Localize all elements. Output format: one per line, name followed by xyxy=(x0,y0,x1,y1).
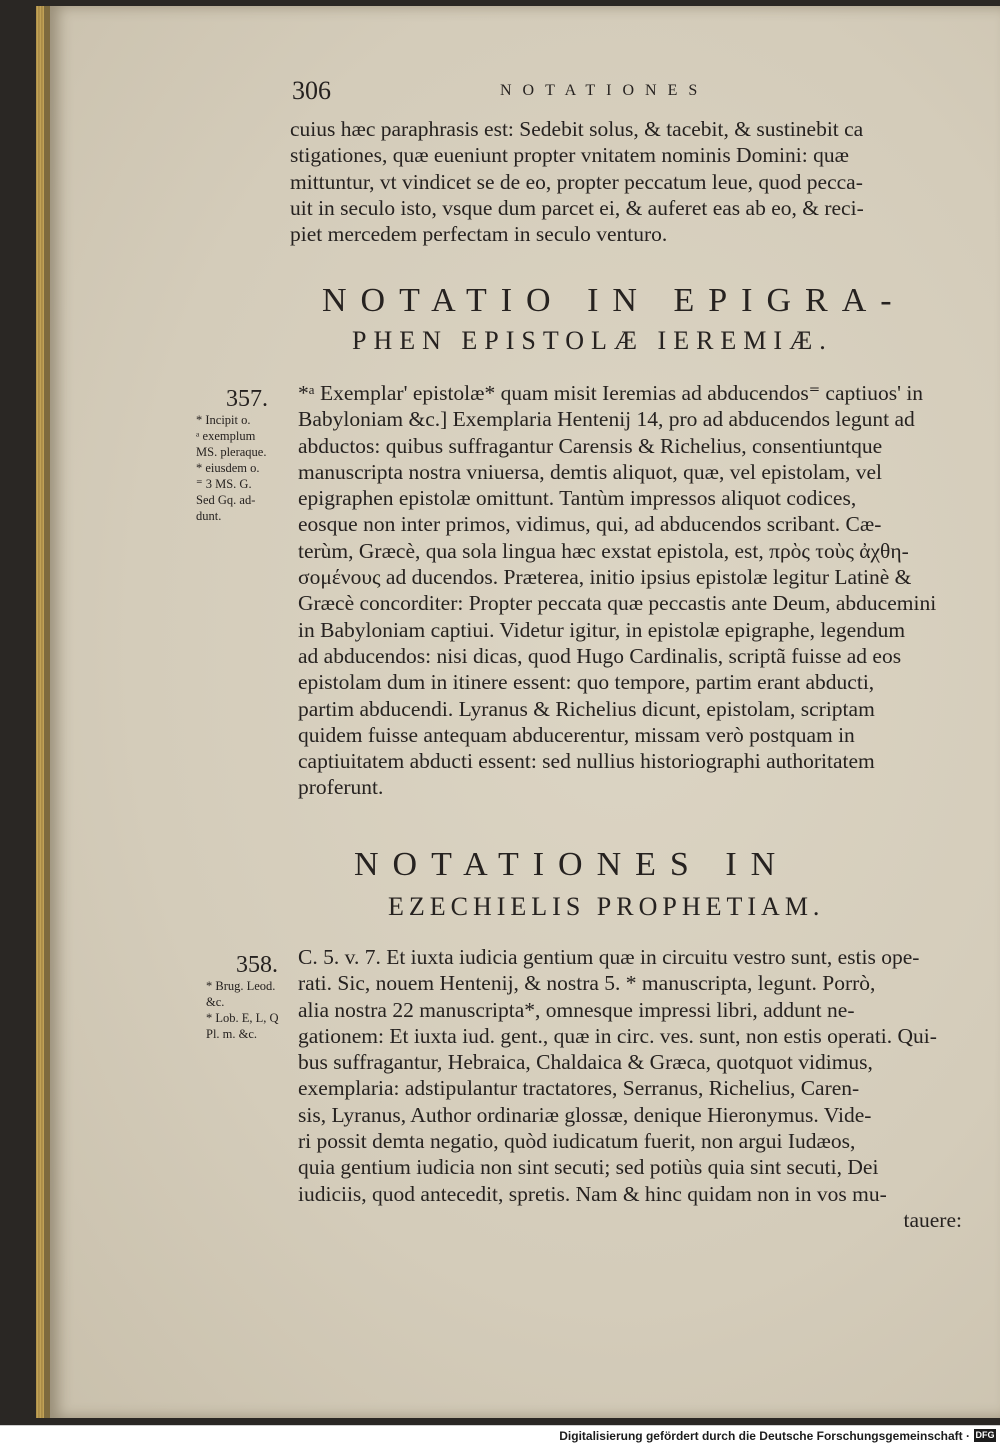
paragraph-358 xyxy=(298,944,962,1233)
text-line: uit in seculo isto, vsque dum parcet ei, & auferet eas ab eo, & reci- xyxy=(290,195,864,220)
text-line: sis, Lyranus, Author ordinariæ glossæ, denique Hieronymus. Vide- xyxy=(298,1102,872,1127)
text-line: in Babyloniam captiui. Videtur igitur, in epistolæ epigraphe, legendum xyxy=(298,617,906,642)
text-line: exemplaria: adstipulantur tractatores, Serranus, Richelius, Caren- xyxy=(298,1076,860,1101)
text-line: quia gentium iudicia non sint secuti; sed potiùs quia sint secuti, Dei xyxy=(298,1155,879,1180)
text-line: eosque non inter primos, vidimus, qui, ad abducendos scribant. Cæ- xyxy=(298,512,882,537)
text-line: C. 5. v. 7. Et iuxta iudicia gentium quæ in circuitu vestro sunt, estis ope- xyxy=(298,945,920,969)
text-line: manuscripta nostra vniuersa, demtis aliquot, quæ, vel epistolam, vel xyxy=(298,459,882,484)
text-line: Græcè concorditer: Propter peccata quæ peccastis ante Deum, abducemini xyxy=(298,591,937,616)
margin-note: Sed Gq. ad- xyxy=(196,493,256,507)
text-line: gationem: Et iuxta iud. gent., quæ in circ. ves. sunt, non estis operati. Qui- xyxy=(298,1023,937,1048)
running-title: NOTATIONES xyxy=(500,82,709,99)
section-number: 358. xyxy=(236,952,278,978)
dfg-logo: DFG xyxy=(975,1430,995,1440)
text-line: ad abducendos: nisi dicas, quod Hugo Cardinalis, scriptã fuisse ad eos xyxy=(298,643,902,668)
text-line: Babyloniam &c.] Exemplaria Hentenij 14, pro ad abducendos legunt ad xyxy=(298,407,915,432)
text-line: tauere: xyxy=(903,1207,962,1232)
footer-bar xyxy=(0,1425,1000,1446)
text-line: piet mercedem perfectam in seculo venturo. xyxy=(290,222,668,247)
paragraph-357 xyxy=(298,380,936,801)
text-line: alia nostra 22 manuscripta*, omnesque impressi libri, addunt ne- xyxy=(298,997,855,1022)
text-line: *ᵃ Exemplar' epistolæ* quam misit Ieremias ad abducendos⁼ captiuos' in xyxy=(298,381,924,405)
margin-note: &c. xyxy=(206,995,225,1009)
section-heading-1-line1: NOTATIO IN EPIGRA- xyxy=(322,282,906,319)
section-heading-2-line1: NOTATIONES IN xyxy=(354,846,790,883)
text-line: partim abducendi. Lyranus & Richelius dicunt, epistolam, scriptam xyxy=(298,696,875,721)
text-line: ri possit demta negatio, quòd iudicatum fuerit, non argui Iudæos, xyxy=(298,1129,856,1154)
margin-note: ᵃ exemplum xyxy=(196,429,256,443)
margin-note: MS. pleraque. xyxy=(196,445,267,459)
text-line: abductos: quibus suffragantur Carensis & Richelius, consentiuntque xyxy=(298,433,883,458)
funding-credit: Digitalisierung gefördert durch die Deutsche Forschungsgemeinschaft · xyxy=(559,1429,970,1443)
margin-note: * Incipit o. xyxy=(196,413,251,427)
margin-notes xyxy=(206,978,279,1042)
text-line: cuius hæc paraphrasis est: Sedebit solus, & tacebit, & sustinebit ca xyxy=(290,117,864,141)
paragraph-intro xyxy=(290,116,864,247)
margin-note: * Brug. Leod. xyxy=(206,979,276,993)
text-line: terùm, Græcè, qua sola lingua hæc exstat epistola, est, πρὸς τοὺς ἀχθη- xyxy=(298,538,909,563)
text-line: proferunt. xyxy=(298,775,384,800)
margin-note: ⁼ 3 MS. G. xyxy=(196,477,252,491)
margin-note: * eiusdem o. xyxy=(196,461,260,475)
margin-note: Pl. m. &c. xyxy=(206,1027,258,1041)
section-heading-1-line2: PHEN EPISTOLÆ IEREMIÆ. xyxy=(352,326,833,355)
margin-note: * Lob. E, L, Q xyxy=(206,1011,279,1025)
text-line: epigraphen epistolæ omittunt. Tantùm impressos aliquot codices, xyxy=(298,486,857,511)
text-line: quidem fuisse antequam abducerentur, missam verò postquam in xyxy=(298,722,855,747)
text-line: mittuntur, vt vindicet se de eo, propter peccatum leue, quod pecca- xyxy=(290,169,863,194)
text-line: σομένους ad ducendos. Præterea, initio ipsius epistolæ legitur Latinè & xyxy=(298,565,912,590)
text-line: iudiciis, quod antecedit, spretis. Nam & hinc quidam non in vos mu- xyxy=(298,1181,887,1206)
margin-note: dunt. xyxy=(196,509,222,523)
section-number: 357. xyxy=(226,386,268,412)
text-line: stigationes, quæ eueniunt propter vnitatem nominis Domini: quæ xyxy=(290,143,849,168)
section-heading-2-line2: EZECHIELIS PROPHETIAM. xyxy=(388,892,825,921)
page-number: 306 xyxy=(292,76,331,105)
margin-notes xyxy=(196,412,266,524)
text-line: bus suffragantur, Hebraica, Chaldaica & Græca, quotquot vidimus, xyxy=(298,1050,873,1075)
text-line: rati. Sic, nouem Hentenij, & nostra 5. * manuscripta, legunt. Porrò, xyxy=(298,971,876,996)
text-line: epistolam dum in itinere essent: quo tempore, partim erant abducti, xyxy=(298,670,875,695)
text-line: captiuitatem abducti essent: sed nullius historiographi authoritatem xyxy=(298,749,875,774)
